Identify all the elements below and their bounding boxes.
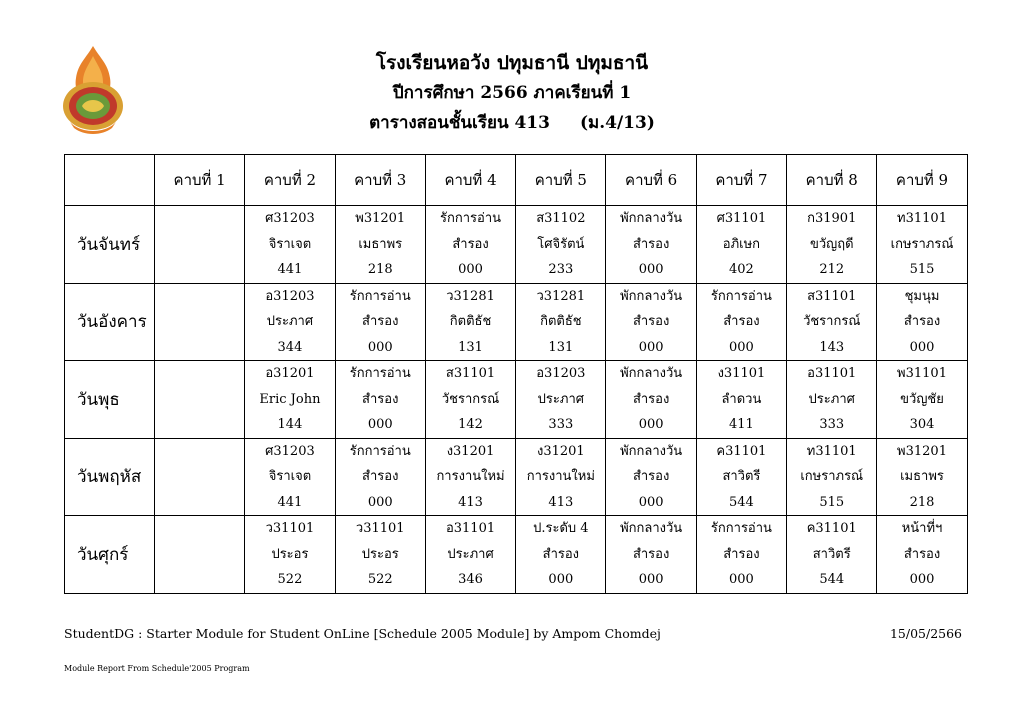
teacher-name: กิตติธัช [540, 314, 582, 329]
room-number: 000 [367, 417, 393, 432]
room-number [155, 567, 244, 593]
subject-code [155, 439, 244, 465]
day-label: วันศุกร์ [65, 516, 155, 594]
corner-cell [65, 155, 155, 206]
schedule-cell [877, 361, 967, 439]
room-number [155, 335, 244, 361]
teacher-name: สำรอง [452, 236, 489, 252]
teacher-name: ประภาศ [447, 546, 494, 562]
room-number: 000 [638, 339, 664, 355]
subject-code: ว31101 [265, 521, 315, 536]
schedule-cell [425, 206, 515, 284]
teacher-name: ลำดวน [721, 391, 762, 407]
subject-code: อ31201 [265, 366, 315, 381]
schedule-cell [335, 438, 425, 516]
room-number: 142 [458, 417, 483, 432]
room-number: 000 [638, 572, 664, 587]
schedule-cell [696, 438, 786, 516]
teacher-name: สาวิตรี [722, 469, 761, 484]
room-number: 144 [277, 417, 303, 432]
subject-code [155, 284, 244, 310]
teacher-name: สำรอง [632, 546, 670, 562]
subject-code: ว31281 [446, 288, 495, 304]
subject-code: ศ31203 [265, 211, 315, 226]
subject-code: พักกลางวัน [620, 288, 683, 304]
academic-term: ปีการศึกษา 2566 ภาคเรียนที่ 1 [392, 83, 632, 103]
room-number: 000 [909, 572, 935, 587]
subject-code: ก31901 [807, 211, 857, 226]
schedule-cell [335, 206, 425, 284]
teacher-name: กิตติธัช [449, 314, 492, 329]
room-number: 000 [729, 339, 754, 355]
room-number: 000 [367, 339, 393, 355]
schedule-cell [155, 361, 245, 439]
room-number [155, 412, 244, 438]
teacher-name: โศจิรัตน์ [537, 236, 585, 252]
schedule-cell [606, 283, 696, 361]
teacher-name: สำรอง [632, 314, 670, 329]
room-number: 515 [819, 494, 845, 510]
teacher-name: สาวิตรี [812, 546, 851, 562]
subject-code: รักการอ่าน [349, 366, 411, 381]
room-number: 522 [277, 572, 303, 587]
schedule-cell [606, 206, 696, 284]
room-number: 131 [548, 339, 574, 355]
subject-code: รักการอ่าน [349, 443, 411, 459]
day-label: วันพฤหัส [65, 438, 155, 516]
subject-code: พ31101 [897, 366, 947, 381]
teacher-name: สำรอง [362, 469, 399, 484]
schedule-cell [696, 516, 786, 594]
schedule-cell [877, 438, 967, 516]
schedule-cell [155, 283, 245, 361]
teacher-name: ขวัญชัย [900, 391, 944, 407]
schedule-cell [335, 516, 425, 594]
schedule-cell [787, 516, 877, 594]
room-number: 402 [729, 262, 754, 277]
subject-code: อ31101 [807, 366, 857, 381]
schedule-cell [155, 206, 245, 284]
schedule-cell [606, 438, 696, 516]
subject-code: ชุมนุม [904, 288, 940, 304]
period-header-row [65, 155, 968, 206]
teacher-name: สำรอง [542, 546, 580, 562]
room-number: 143 [819, 339, 845, 355]
period-header: คาบที่ 6 [606, 155, 696, 206]
room-number: 344 [277, 339, 303, 355]
teacher-name: ขวัญฤดี [809, 236, 854, 252]
subject-code: ส31101 [445, 366, 496, 381]
schedule-cell [787, 361, 877, 439]
subject-code: ง31201 [446, 443, 495, 459]
footer-report-note: Module Report From Schedule'2005 Program [64, 664, 250, 673]
schedule-cell [425, 361, 515, 439]
schedule-cell [696, 206, 786, 284]
subject-code: พ31201 [897, 443, 947, 459]
teacher-name: ประภาศ [537, 391, 584, 407]
subject-code: ง31101 [717, 366, 766, 381]
room-number: 441 [277, 262, 303, 277]
teacher-name: สำรอง [362, 314, 399, 329]
room-number: 218 [367, 262, 393, 277]
footer-credit: StudentDG : Starter Module for Student OnLine [Schedule 2005 Module] by Ampom Chomdej [64, 626, 661, 641]
room-number: 212 [819, 262, 845, 277]
schedule-cell [245, 361, 335, 439]
room-number: 544 [729, 494, 754, 510]
schedule-cell [516, 206, 606, 284]
table-row [65, 283, 968, 361]
schedule-cell [516, 361, 606, 439]
teacher-name: สำรอง [632, 469, 670, 484]
subject-code: ว31101 [355, 521, 405, 536]
schedule-title-text: ตารางสอนชั้นเรียน 413 [369, 113, 550, 133]
subject-code: ท31101 [806, 443, 857, 459]
room-number: 515 [909, 262, 935, 277]
subject-code [155, 516, 244, 542]
room-number [155, 257, 244, 283]
teacher-name [155, 464, 244, 490]
room-number: 000 [548, 572, 574, 587]
period-header: คาบที่ 2 [245, 155, 335, 206]
schedule-cell [516, 283, 606, 361]
footer-date: 15/05/2566 [889, 626, 962, 641]
room-number: 000 [729, 572, 754, 587]
schedule-cell [787, 283, 877, 361]
schedule-cell [787, 206, 877, 284]
room-number: 333 [548, 417, 574, 432]
room-number: 333 [819, 417, 845, 432]
schedule-cell [425, 516, 515, 594]
table-row [65, 516, 968, 594]
schedule-cell [696, 361, 786, 439]
schedule-cell [425, 438, 515, 516]
teacher-name: ประภาศ [266, 314, 314, 329]
schedule-cell [606, 361, 696, 439]
room-number: 233 [548, 262, 574, 277]
subject-code: อ31203 [265, 288, 315, 304]
table-row [65, 361, 968, 439]
subject-code: ค31101 [806, 521, 857, 536]
room-number: 000 [367, 494, 393, 510]
schedule-cell [335, 361, 425, 439]
schedule-cell [877, 283, 967, 361]
day-label: วันอังคาร [65, 283, 155, 361]
subject-code: พักกลางวัน [620, 521, 683, 536]
subject-code: หน้าที่ฯ [901, 521, 943, 536]
teacher-name: สำรอง [632, 236, 670, 252]
subject-code: ศ31101 [716, 211, 767, 226]
subject-code: อ31203 [536, 366, 586, 381]
teacher-name: เมธาพร [900, 469, 944, 484]
room-number: 544 [819, 572, 845, 587]
schedule-table [64, 154, 968, 594]
subject-code: ศ31203 [265, 443, 315, 459]
room-number: 441 [277, 494, 303, 510]
room-number: 218 [909, 494, 935, 510]
period-header: คาบที่ 3 [335, 155, 425, 206]
subject-code: รักการอ่าน [710, 521, 772, 536]
schedule-cell [606, 516, 696, 594]
subject-code: ว31281 [536, 288, 586, 304]
schedule-cell [516, 438, 606, 516]
subject-code [155, 361, 244, 387]
teacher-name: การงานใหม่ [436, 469, 505, 484]
teacher-name: ประอร [271, 546, 309, 562]
period-header: คาบที่ 5 [516, 155, 606, 206]
schedule-cell [245, 283, 335, 361]
subject-code: ท31101 [897, 211, 947, 226]
room-number: 413 [458, 494, 483, 510]
teacher-name: วัชรากรณ์ [803, 314, 861, 329]
day-label: วันจันทร์ [65, 206, 155, 284]
period-header: คาบที่ 4 [425, 155, 515, 206]
subject-code: พักกลางวัน [620, 366, 683, 381]
period-header: คาบที่ 7 [696, 155, 786, 206]
schedule-cell [155, 516, 245, 594]
schedule-cell [335, 283, 425, 361]
teacher-name: สำรอง [903, 314, 941, 329]
schedule-cell [696, 283, 786, 361]
subject-code: พ31201 [355, 211, 406, 226]
schedule-title [0, 108, 1024, 138]
room-number: 000 [638, 494, 664, 510]
room-number: 000 [458, 262, 483, 277]
teacher-name [155, 387, 244, 413]
room-number: 131 [458, 339, 483, 355]
teacher-name [155, 542, 244, 568]
subject-code: ส31102 [536, 211, 586, 226]
teacher-name: วัชรากรณ์ [441, 391, 500, 407]
room-number: 000 [638, 417, 664, 432]
subject-code: รักการอ่าน [349, 288, 411, 304]
room-number: 413 [548, 494, 574, 510]
schedule-cell [787, 438, 877, 516]
room-number: 522 [367, 572, 393, 587]
subject-code: ค31101 [716, 443, 767, 459]
teacher-name: ประภาศ [808, 391, 855, 407]
teacher-name: จิราเจต [268, 236, 312, 252]
period-header: คาบที่ 8 [787, 155, 877, 206]
teacher-name: เกษราภรณ์ [800, 469, 864, 484]
table-row [65, 438, 968, 516]
room-number: 000 [638, 262, 664, 277]
teacher-name: สำรอง [903, 546, 941, 562]
teacher-name: เมธาพร [358, 236, 403, 252]
teacher-name: ประอร [361, 546, 399, 562]
subject-code: รักการอ่าน [440, 211, 502, 226]
room-number: 411 [729, 417, 754, 432]
subject-code [155, 206, 244, 232]
teacher-name: Eric John [259, 391, 321, 407]
subject-code: ง31201 [536, 443, 585, 459]
schedule-cell [245, 438, 335, 516]
period-header: คาบที่ 9 [877, 155, 967, 206]
schedule-cell [155, 438, 245, 516]
report-header [0, 48, 1024, 138]
day-label: วันพุธ [65, 361, 155, 439]
teacher-name: สำรอง [723, 546, 760, 562]
teacher-name [155, 309, 244, 335]
room-number: 000 [909, 339, 935, 355]
schedule-cell [245, 516, 335, 594]
teacher-name: การงานใหม่ [526, 469, 595, 484]
schedule-cell [877, 206, 967, 284]
subject-code: รักการอ่าน [710, 288, 772, 304]
schedule-cell [877, 516, 967, 594]
subject-code: ป.ระดับ 4 [533, 521, 589, 536]
subject-code: พักกลางวัน [620, 443, 683, 459]
teacher-name: สำรอง [362, 391, 399, 407]
subject-code: อ31101 [445, 521, 496, 536]
schedule-cell [245, 206, 335, 284]
class-label: (ม.4/13) [579, 113, 655, 133]
subject-code: ส31101 [807, 288, 857, 304]
teacher-name: สำรอง [723, 314, 760, 329]
schedule-cell [516, 516, 606, 594]
room-number: 346 [458, 572, 483, 587]
room-number [155, 490, 244, 516]
teacher-name [155, 232, 244, 258]
period-header: คาบที่ 1 [155, 155, 245, 206]
teacher-name: จิราเจต [268, 469, 312, 484]
teacher-name: สำรอง [632, 391, 670, 407]
schedule-cell [425, 283, 515, 361]
subject-code: พักกลางวัน [620, 211, 683, 226]
school-name: โรงเรียนหอวัง ปทุมธานี ปทุมธานี [375, 52, 649, 74]
table-row [65, 206, 968, 284]
teacher-name: อภิเษก [722, 236, 761, 252]
teacher-name: เกษราภรณ์ [890, 236, 954, 252]
room-number: 304 [909, 417, 935, 432]
